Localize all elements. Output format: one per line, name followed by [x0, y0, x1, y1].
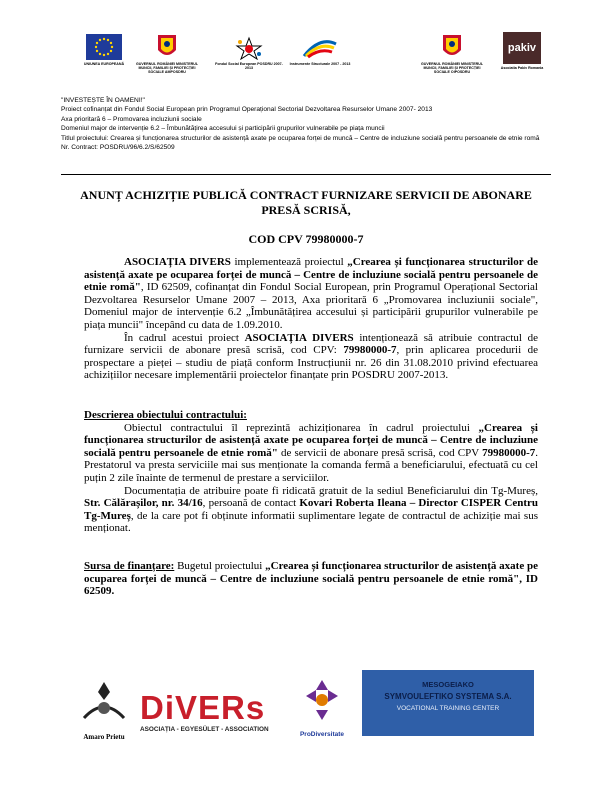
- eu-flag-logo: [83, 34, 125, 66]
- ministry2-caption: GUVERNUL ROMÂNIEI MINISTERUL MUNCII, FAMILIEI ȘI PROTECȚIEI SOCIALE OIPOSDRU: [420, 62, 484, 74]
- p2-text-3: , prin aplicarea procedurii de prospectare a pieței – studiu de piață conform Instrucțiunii nr. 26 din 31.08.2010 privind efectuarea achizițiilor necesare implementării proiectelor finanțate prin POSDRU 2007-2013.: [84, 344, 538, 382]
- paragraph-1: [84, 256, 538, 332]
- contract-description-section: [84, 409, 538, 535]
- prodiversitate-text: ProDiversitate: [299, 731, 345, 738]
- s1-text-4: Documentația de atribuire poate fi ridicată gratuit de la sediul Beneficiarului din Tg-Mureș,: [124, 484, 538, 497]
- divers-logo: [140, 690, 275, 740]
- greek-line-3: VOCATIONAL TRAINING CENTER: [396, 705, 500, 712]
- org-name: ASOCIAȚIA DIVERS: [124, 256, 231, 268]
- s1-text-6: , de la care pot fi obținute informatii suplimentare legate de contractul de achiziție mai sus menționat.: [84, 509, 538, 535]
- header-divider: [61, 174, 551, 175]
- cpv-code-heading: COD CPV 79980000-7: [248, 232, 364, 246]
- p2-text-2: intenționează să atribuie contractul de furnizare servicii de abonare presă scrisă, cod CPV:: [84, 331, 538, 357]
- fse-logo: [215, 36, 283, 70]
- p1-text-2: , ID 62509, cofinanțat din Fondul Social European, prin Programul Operațional Sectorial Dezvoltarea Resurselor Umane 2007 – 2013, Axa prioritară 6 „Promovarea incluziunii sociale", Domeniul major de intervenție 6.2 „Îmbunătățirea accesului și participării grupurilor vulnerabile pe piața muncii" începând cu data de 1.09.2010.: [84, 281, 538, 331]
- fse-caption: Fondul Social European POSDRU 2007-2013: [215, 62, 283, 70]
- divers-text: DiVERs: [140, 689, 266, 726]
- contact-person: Kovari Roberta Ileana – Director CISPER Centru Tg-Mureș: [84, 497, 538, 522]
- intro-paragraphs: [84, 256, 538, 382]
- romania-coat-of-arms-logo-2: [420, 32, 484, 74]
- header-line-2: Axa prioritară 6 – Promovarea incluziunii sociale: [61, 115, 202, 123]
- greek-training-center-logo: [362, 670, 534, 736]
- funding-paragraph: [84, 560, 538, 598]
- is-caption: Instrumente Structurale 2007 - 2013: [289, 62, 351, 66]
- motto: "INVESTEȘTE ÎN OAMENI!": [61, 97, 145, 104]
- project-title: „Crearea și funcționarea structurilor de asistență axate pe ocuparea forței de muncă – Centre de incluziune socială pentru persoanele de etnie romă": [84, 256, 538, 294]
- ministry-caption: GUVERNUL ROMÂNIEI MINISTERUL MUNCII, FAMILIEI ȘI PROTECȚIEI SOCIALE AMPOSDRU: [135, 62, 199, 74]
- eu-caption: UNIUNEA EUROPEANĂ: [83, 62, 125, 66]
- s1-project-title: „Crearea și funcționarea structurilor de asistență axate pe ocuparea forței de muncă – Centre de incluziune socială pentru persoanele de etnie romă": [84, 421, 538, 459]
- s1-text-2: de servicii de abonare presă scrisă, cod CPV: [277, 446, 483, 459]
- s1-text-3: . Prestatorul va presta serviciile mai sus menționate la comanda fermă a beneficiarului, efectuată cu cel puțin 2 zile înainte de termenul de prestare a serviciilor.: [84, 446, 538, 484]
- header-line-4: Titlul proiectului: Crearea și funcționarea structurilor de asistență axate pe ocuparea forței de muncă – Centre de incluziune socială pentru persoanele de etnie romă: [61, 134, 540, 142]
- pakiv-text: pakiv: [503, 32, 541, 64]
- header-line-1: Proiect cofinanțat din Fondul Social European prin Programul Operațional Sectorial Dezvoltarea Resurselor Umane 2007- 2013: [61, 106, 433, 114]
- description-paragraph-1: [84, 422, 538, 485]
- funding-text: Bugetul proiectului: [174, 560, 266, 572]
- header-line-5: Nr. Contract: POSDRU/96/6.2/S/62509: [61, 144, 175, 152]
- section-heading-funding: Sursa de finanțare:: [84, 560, 175, 572]
- top-logo-row: [0, 32, 612, 94]
- romania-coat-of-arms-logo: [135, 32, 199, 74]
- s1-text-1: Obiectul contractului îl reprezintă achiziționarea în cadrul proiectului: [124, 421, 479, 434]
- amaro-text: Amaro Prietu: [83, 733, 125, 741]
- pakiv-caption: Asociatia Pakiv Romania: [500, 66, 544, 70]
- p1-text-1: implementează proiectul: [230, 256, 348, 268]
- org-name-2: ASOCIAȚIA DIVERS: [244, 331, 354, 344]
- prodiversitate-logo: [298, 676, 346, 740]
- section-heading-description: Descrierea obiectului contractului:: [84, 409, 247, 421]
- amaro-prietu-logo: [74, 678, 134, 740]
- greek-line-1: MESOGEIAKO: [422, 680, 474, 689]
- s1-text-5: , persoană de contact: [202, 497, 300, 510]
- funding-project-title: „Crearea și funcționarea structurilor de asistență axate pe ocuparea forței de muncă – Centre de incluziune socială pentru persoanele de etnie romă", ID 62509.: [84, 560, 539, 598]
- description-paragraph-2: [84, 485, 538, 535]
- greek-line-2: SYMVOULEFTIKO SYSTEMA S.A.: [384, 692, 512, 701]
- structural-instruments-logo: [289, 34, 351, 66]
- p2-text-1: În cadrul acestui proiect: [124, 331, 245, 344]
- cpv-number: 79980000-7: [343, 344, 397, 357]
- funding-source-section: [84, 560, 538, 598]
- paragraph-2: [84, 332, 538, 382]
- project-header: [61, 96, 561, 152]
- header-line-3: Domeniul major de intervenție 6.2 – Îmbunătățirea accesului și participării grupurilor vulnerabile pe piața muncii: [61, 125, 385, 133]
- s1-cpv: 79980000-7: [482, 446, 536, 459]
- announcement-title: ANUNȚ ACHIZIȚIE PUBLICĂ CONTRACT FURNIZARE SERVICII DE ABONARE PRESĂ SCRISĂ,: [80, 188, 532, 217]
- address: Str. Călărașilor, nr. 34/16: [84, 497, 203, 510]
- divers-caption: ASOCIAȚIA - EGYESÜLET - ASSOCIATION: [140, 726, 269, 733]
- pakiv-logo: [500, 32, 544, 70]
